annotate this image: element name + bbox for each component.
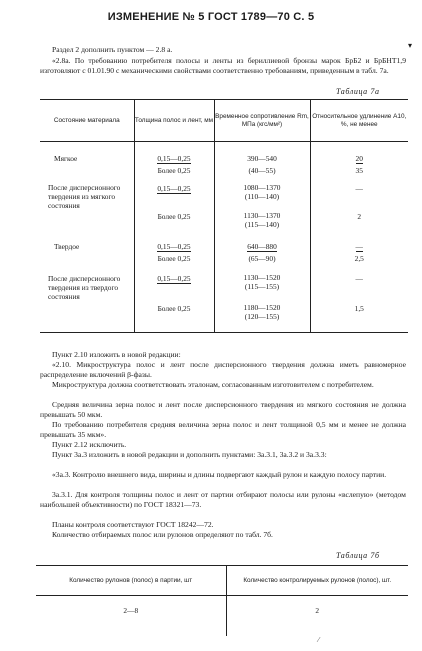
thickness-cell: 0,15—0,25 <box>157 154 191 163</box>
strength-cell: (65—90) <box>214 254 310 266</box>
elongation-cell: — <box>310 266 408 294</box>
table-7a-header-strength: Временное сопротивление Rm, МПа (кгс/мм²) <box>214 100 310 142</box>
strength-cell: 640—880 <box>247 242 277 251</box>
table-row <box>36 596 408 637</box>
elongation-cell: — <box>310 180 408 204</box>
table-row <box>40 266 408 294</box>
strength-kgf-cell: (110—140) <box>244 191 280 201</box>
table-7b-header-controlled: Количество контролируемых рулонов (полос), шт. <box>226 566 408 596</box>
controlled-count-cell: 2 <box>226 596 408 637</box>
table-row <box>40 180 408 204</box>
margin-mark: ⁄ <box>318 636 320 644</box>
table-7a <box>40 99 408 333</box>
paragraph-3a-3-1: 3а.3.1. Для контроля толщины полос и лент от партии отбирают полосы или рулоны «вслепую» (методом наибольшей объективности) по ГОСТ 18321—73. <box>40 490 406 509</box>
elongation-cell: — <box>355 242 363 251</box>
paragraph-2-12: Пункт 2.12 исключить. <box>52 440 127 449</box>
page-header: ИЗМЕНЕНИЕ № 5 ГОСТ 1789—70 С. 5 <box>107 11 315 23</box>
state-cell: Мягкое <box>54 154 78 163</box>
table-7a-caption: Таблица 7а <box>336 87 380 96</box>
state-cell: Твердое <box>54 242 80 251</box>
elongation-cell: 20 <box>355 154 363 163</box>
paragraph-grain-size-customer: По требованию потребителя средняя величина зерна полос и лент толщиной 0,5 мм и менее не должна превышать 35 мкм». <box>40 420 406 439</box>
paragraph-control-plans: Планы контроля соответствуют ГОСТ 18242—72. <box>52 520 214 529</box>
strength-cell: 1130—1370 <box>243 211 281 220</box>
table-7b <box>36 565 408 636</box>
intro-line: Раздел 2 дополнить пунктом — 2.8 а. <box>52 45 173 54</box>
strength-cell: 1180—1520 <box>243 303 281 312</box>
table-7b-caption: Таблица 7б <box>336 551 380 560</box>
thickness-cell: 0,15—0,25 <box>157 242 191 251</box>
strength-kgf-cell: (120—155) <box>244 311 280 321</box>
paragraph-grain-size: Средняя величина зерна полос и лент после дисперсионного твердения из мягкого состояния не должна превышать 50 мкм. <box>40 400 406 419</box>
paragraph-3a-3: «3а.3. Контролю внешнего вида, ширины и длины подвергают каждый рулон и каждую полосу партии. <box>52 470 387 479</box>
table-7b-header-batch: Количество рулонов (полос) в партии, шт <box>36 566 226 596</box>
strength-kgf-cell: (115—140) <box>244 219 280 229</box>
strength-cell: 1080—1370 <box>243 183 281 192</box>
batch-count-cell: 2—8 <box>123 606 139 615</box>
strength-cell: 1130—1520 <box>243 273 281 282</box>
strength-kgf-cell: (115—155) <box>244 281 280 291</box>
table-7a-header-state: Состояние материала <box>40 100 134 142</box>
thickness-cell: Более 0,25 <box>134 204 214 232</box>
paragraph-3a-3-intro: Пункт 3а.3 изложить в новой редакции и дополнить пунктами: 3а.3.1, 3а.3.2 и 3а.3.3: <box>52 450 327 459</box>
state-cell: После дисперсионного твердения из твердого состояния <box>48 274 121 301</box>
paragraph-microstructure: Микроструктура должна соответствовать эталонам, согласованным изготовителем с потребителем. <box>52 380 374 389</box>
paragraph-2-10: «2.10. Микроструктура полос и лент после дисперсионного твердения должна иметь равномерное распределение включений β-фазы. <box>40 360 406 379</box>
elongation-cell: 2 <box>310 204 408 232</box>
table-7a-header-thickness: Толщина полос и лент, мм <box>134 100 214 142</box>
thickness-cell: Более 0,25 <box>134 166 214 180</box>
table-7a-header-elongation: Относительное удлинение A10, %, не менее <box>310 100 408 142</box>
thickness-cell: 0,15—0,25 <box>157 274 191 283</box>
thickness-cell: 0,15—0,25 <box>157 184 191 193</box>
table-row <box>40 232 408 254</box>
strength-cell: 390—540 <box>214 142 310 167</box>
state-cell: После дисперсионного твердения из мягкого состояния <box>48 183 121 210</box>
thickness-cell: Более 0,25 <box>134 254 214 266</box>
elongation-cell: 1,5 <box>310 294 408 333</box>
margin-mark: ▾ <box>408 41 413 50</box>
table-row <box>40 142 408 167</box>
elongation-cell: 35 <box>310 166 408 180</box>
paragraph-2-10-intro: Пункт 2.10 изложить в новой редакции: <box>52 350 181 359</box>
paragraph-2-8a: «2.8а. По требованию потребителя полосы и ленты из бериллиевой бронзы марок БрБ2 и БрБНТ1,9 изготовляют с 01.01.90 с механическими свойствами соответственно требованиям, приведенным в табл. 7а. <box>40 56 406 75</box>
paragraph-sample-count: Количество отбираемых полос или рулонов определяют по табл. 7б. <box>52 530 273 539</box>
strength-cell: (40—55) <box>214 166 310 180</box>
elongation-cell: 2,5 <box>310 254 408 266</box>
thickness-cell: Более 0,25 <box>134 294 214 333</box>
